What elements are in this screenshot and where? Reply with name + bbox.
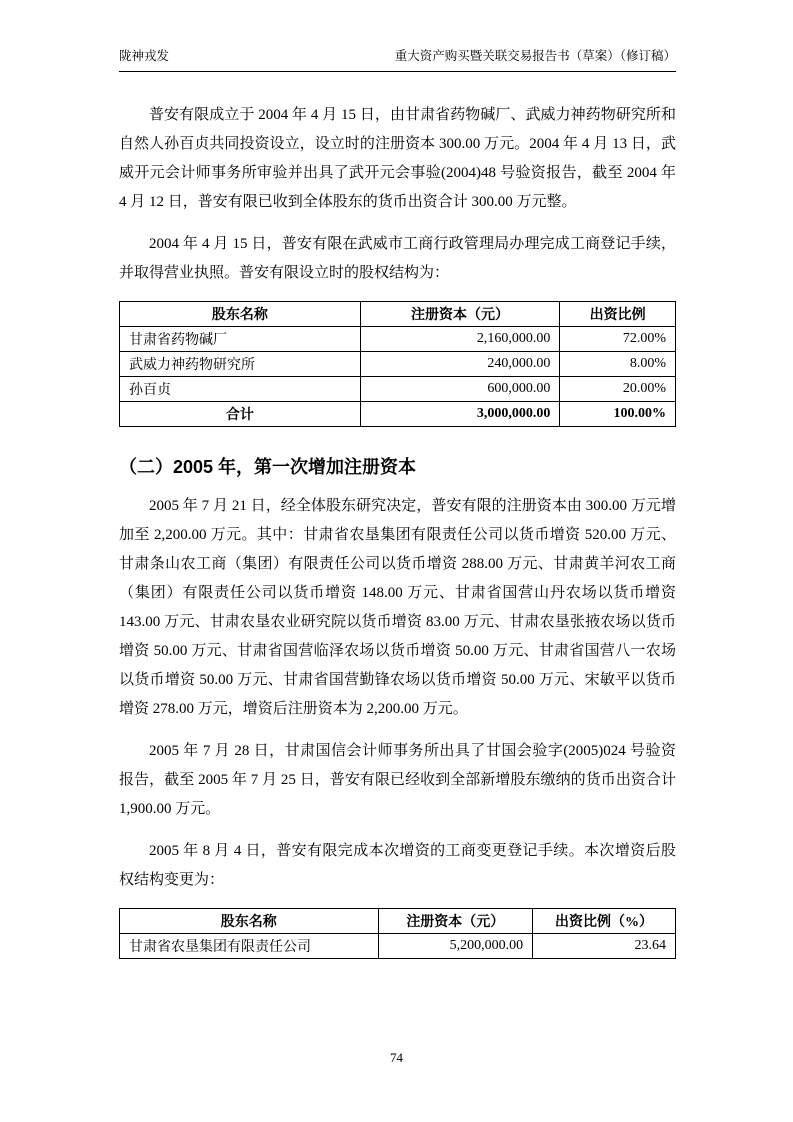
initial-equity-table	[119, 301, 676, 427]
post-increase-equity-table	[119, 908, 676, 959]
col-header-registered-capital: 注册资本（元）	[360, 302, 560, 327]
shareholder-name-cell: 甘肃省药物碱厂	[120, 327, 361, 352]
table-row	[120, 377, 676, 402]
table-row	[120, 934, 676, 959]
table-row	[120, 352, 676, 377]
paragraph-capital-increase: 2005 年 7 月 21 日，经全体股东研究决定，普安有限的注册资本由 300.00 万元增加至 2,200.00 万元。其中：甘肃省农垦集团有限责任公司以货币增资 520.00 万元、甘肃条山农工商（集团）有限责任公司以货币增资 288.00 万元、甘肃黄羊河农工商（集团）有限责任公司以货币增资 148.00 万元、甘肃省国营山丹农场以货币增资 143.00 万元、甘肃农垦农业研究院以货币增资 83.00 万元、甘肃农垦张掖农场以货币增资 50.00 万元、甘肃省国营临泽农场以货币增资 50.00 万元、甘肃省国营八一农场以货币增资 50.00 万元、甘肃省国营勤锋农场以货币增资 50.00 万元、宋敏平以货币增资 278.00 万元，增资后注册资本为 2,200.00 万元。	[119, 498, 676, 717]
col-header-shareholder: 股东名称	[120, 302, 361, 327]
shareholder-name-cell: 武威力神药物研究所	[120, 352, 361, 377]
registered-capital-cell: 600,000.00	[360, 377, 560, 402]
table-header-row	[120, 302, 676, 327]
paragraph-establishment: 普安有限成立于 2004 年 4 月 15 日，由甘肃省药物碱厂、武威力神药物研究所和自然人孙百贞共同投资设立，设立时的注册资本 300.00 万元。2004 年 4 月 13 日，武威开元会计师事务所审验并出具了武开元会事验(2004)48 号验资报告，截至 2004 年 4 月 12 日，普安有限已收到全体股东的货币出资合计 300.00 万元整。	[119, 107, 676, 210]
page-footer	[0, 1050, 793, 1066]
total-capital-cell: 3,000,000.00	[360, 402, 560, 427]
section-heading: （二）2005 年，第一次增加注册资本	[119, 457, 417, 477]
ratio-cell: 72.00%	[560, 327, 676, 352]
shareholder-name-cell: 甘肃省农垦集团有限责任公司	[120, 934, 379, 959]
registered-capital-cell: 5,200,000.00	[378, 934, 533, 959]
col-header-ratio: 出资比例	[560, 302, 676, 327]
table-total-row	[120, 402, 676, 427]
registered-capital-cell: 240,000.00	[360, 352, 560, 377]
total-ratio-cell: 100.00%	[560, 402, 676, 427]
header-left-text: 陇神戎发	[119, 49, 170, 63]
table-header-row	[120, 909, 676, 934]
shareholder-name-cell: 孙百贞	[120, 377, 361, 402]
paragraph-registration: 2004 年 4 月 15 日，普安有限在武威市工商行政管理局办理完成工商登记手续，并取得营业执照。普安有限设立时的股权结构为：	[119, 236, 676, 281]
page-header	[119, 46, 676, 72]
total-label-cell: 合计	[120, 402, 361, 427]
paragraph-registration-change: 2005 年 8 月 4 日，普安有限完成本次增资的工商变更登记手续。本次增资后股权结构变更为：	[119, 843, 676, 888]
table-row	[120, 327, 676, 352]
document-body	[119, 72, 676, 959]
ratio-cell: 20.00%	[560, 377, 676, 402]
ratio-cell: 8.00%	[560, 352, 676, 377]
paragraph-capital-verification: 2005 年 7 月 28 日，甘肃国信会计师事务所出具了甘国会验字(2005)024 号验资报告，截至 2005 年 7 月 25 日，普安有限已经收到全部新增股东缴纳的货币出资合计 1,900.00 万元。	[119, 743, 676, 817]
ratio-cell: 23.64	[533, 934, 676, 959]
header-right-text: 重大资产购买暨关联交易报告书（草案）（修订稿）	[394, 49, 676, 63]
col-header-shareholder: 股东名称	[120, 909, 379, 934]
col-header-registered-capital: 注册资本（元）	[378, 909, 533, 934]
registered-capital-cell: 2,160,000.00	[360, 327, 560, 352]
col-header-ratio-percent: 出资比例（%）	[533, 909, 676, 934]
page-number: 74	[390, 1050, 403, 1065]
